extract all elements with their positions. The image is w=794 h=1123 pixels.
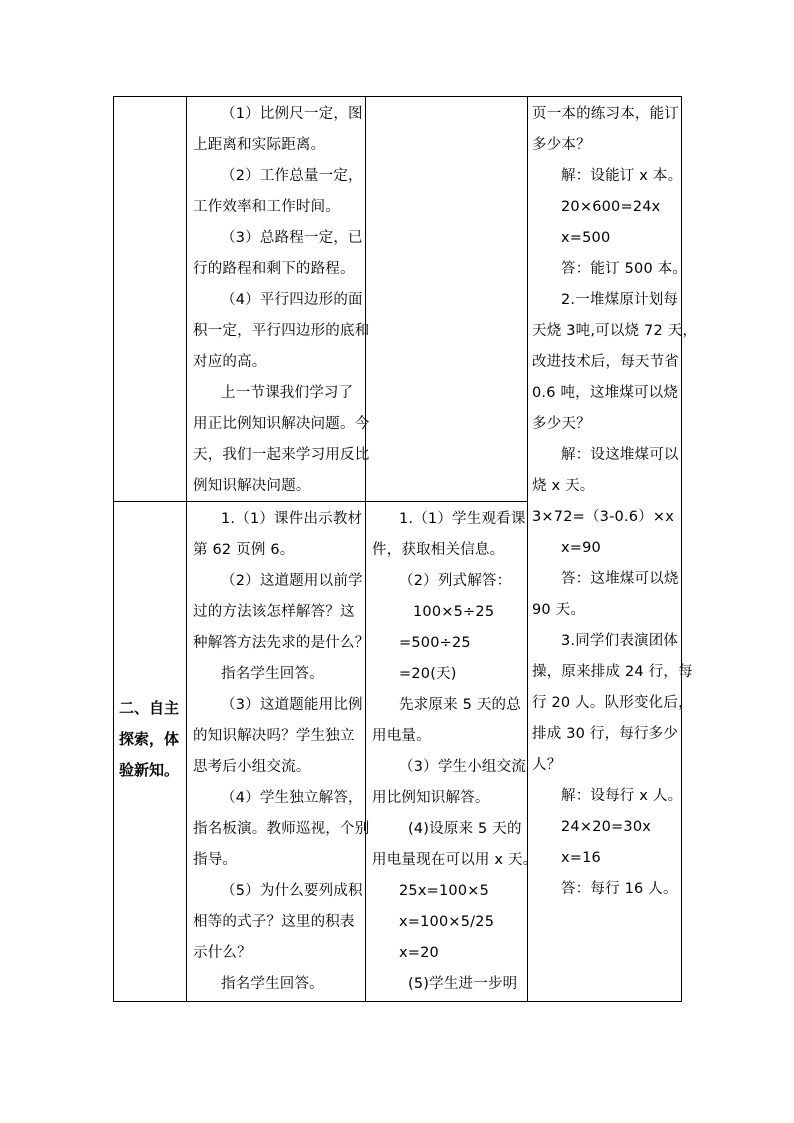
text-line: x=500 — [561, 230, 611, 246]
text-line: 1.（1）课件出示教材 — [221, 511, 363, 527]
text-line: 答：每行 16 人。 — [561, 881, 678, 897]
text-line: 0.6 吨，这堆煤可以烧 — [532, 385, 679, 401]
text-line: 行的路程和剩下的路程。 — [193, 261, 355, 277]
text-line: （2）列式解答： — [399, 573, 512, 589]
text-line: 积一定，平行四边形的底和 — [193, 323, 370, 339]
text-line: 例知识解决问题。 — [193, 478, 311, 494]
text-line: （2）这道题用以前学 — [221, 573, 363, 589]
text-line: 答：这堆煤可以烧 — [561, 571, 679, 587]
text-line: 工作效率和工作时间。 — [193, 199, 340, 215]
text-line: 人？ — [532, 757, 562, 773]
text-line: 相等的式子？这里的积表 — [193, 914, 355, 930]
text-line: 用正比例知识解决问题。今 — [193, 416, 370, 432]
text-line: （5）为什么要列成积 — [221, 883, 363, 899]
text-line: 排成 30 行，每行多少 — [532, 726, 679, 742]
text-line: 解：设能订 x 本。 — [561, 168, 683, 184]
text-line: =20(天) — [399, 666, 457, 682]
text-line: 行 20 人。队形变化后， — [532, 695, 693, 711]
text-line: （2）工作总量一定， — [221, 168, 363, 184]
text-line: 过的方法该怎样解答？这 — [193, 604, 355, 620]
text-line: 先求原来 5 天的总 — [399, 697, 521, 713]
teacher-activity-bottom — [187, 501, 370, 1001]
text-line: 20×600=24x — [561, 199, 661, 215]
text-line: (4)设原来 5 天的 — [408, 821, 522, 837]
text-line: =500÷25 — [399, 635, 471, 651]
text-line: x=16 — [561, 850, 601, 866]
text-line: 指名板演。教师巡视，个别 — [193, 821, 370, 837]
text-line: 上距离和实际距离。 — [193, 137, 326, 153]
text-line: 25x=100×5 — [399, 883, 490, 899]
student-activity-bottom — [366, 501, 538, 1001]
text-line: 改进技术后，每天节省 — [532, 354, 679, 370]
text-line: 种解答方法先求的是什么？ — [193, 635, 370, 651]
text-line: 解：设每行 x 人。 — [561, 788, 683, 804]
teacher-activity-top — [187, 96, 370, 501]
text-line: 多少天？ — [532, 416, 591, 432]
text-line: 1.（1）学生观看课 — [399, 511, 526, 527]
text-line: （4）学生独立解答， — [221, 790, 363, 806]
text-line: 解：设这堆煤可以 — [561, 447, 679, 463]
text-line: 页一本的练习本，能订 — [532, 106, 679, 122]
text-line: 操，原来排成 24 行，每 — [532, 664, 693, 680]
text-line: 指名学生回答。 — [221, 976, 324, 992]
text-line: （3）总路程一定，已 — [221, 230, 363, 246]
text-line: 2.一堆煤原计划每 — [561, 292, 679, 308]
text-line: 24×20=30x — [561, 819, 652, 835]
stage-label-line: 二、自主 — [119, 699, 180, 717]
text-line: 天烧 3吨,可以烧 72 天， — [532, 323, 698, 339]
text-line: 用电量现在可以用 x 天。 — [372, 852, 538, 868]
text-line: (5)学生进一步明 — [408, 976, 518, 992]
text-line: 示什么？ — [193, 945, 252, 961]
text-line: 100×5÷25 — [413, 604, 495, 620]
text-line: x=90 — [561, 540, 601, 556]
text-line: （3）学生小组交流 — [399, 759, 527, 775]
text-line: x=100×5/25 — [399, 914, 495, 930]
text-line: 天，我们一起来学习用反比 — [193, 447, 370, 463]
text-line: 指名学生回答。 — [221, 666, 324, 682]
table-right-border — [681, 96, 682, 1002]
text-line: （1）比例尺一定，图 — [221, 106, 363, 122]
text-line: 指导。 — [193, 852, 238, 868]
text-line: 3×72=（3-0.6）×x — [532, 509, 675, 525]
text-line: 答：能订 500 本。 — [561, 261, 688, 277]
text-line: 件，获取相关信息。 — [372, 542, 505, 558]
text-line: 3.同学们表演团体 — [561, 633, 679, 649]
stage-label-line: 探索，体 — [119, 730, 180, 748]
table-bottom-border — [113, 1001, 682, 1002]
exercise-column — [528, 96, 698, 1001]
text-line: （3）这道题能用比例 — [221, 697, 363, 713]
text-line: 用比例知识解答。 — [372, 790, 490, 806]
text-line: 思考后小组交流。 — [193, 759, 311, 775]
stage-label-line: 验新知。 — [119, 761, 180, 779]
stage-cell — [113, 501, 186, 1001]
text-line: 第 62 页例 6。 — [193, 542, 295, 558]
text-line: 用电量。 — [372, 728, 431, 744]
text-line: 对应的高。 — [193, 354, 267, 370]
text-line: 上一节课我们学习了 — [221, 385, 354, 401]
lesson-table — [113, 96, 698, 1002]
text-line: （4）平行四边形的面 — [221, 292, 363, 308]
text-line: 烧 x 天。 — [532, 478, 595, 494]
text-line: x=20 — [399, 945, 439, 961]
text-line: 的知识解决吗？学生独立 — [193, 728, 355, 744]
text-line: 90 天。 — [532, 602, 586, 618]
text-line: 多少本？ — [532, 137, 591, 153]
